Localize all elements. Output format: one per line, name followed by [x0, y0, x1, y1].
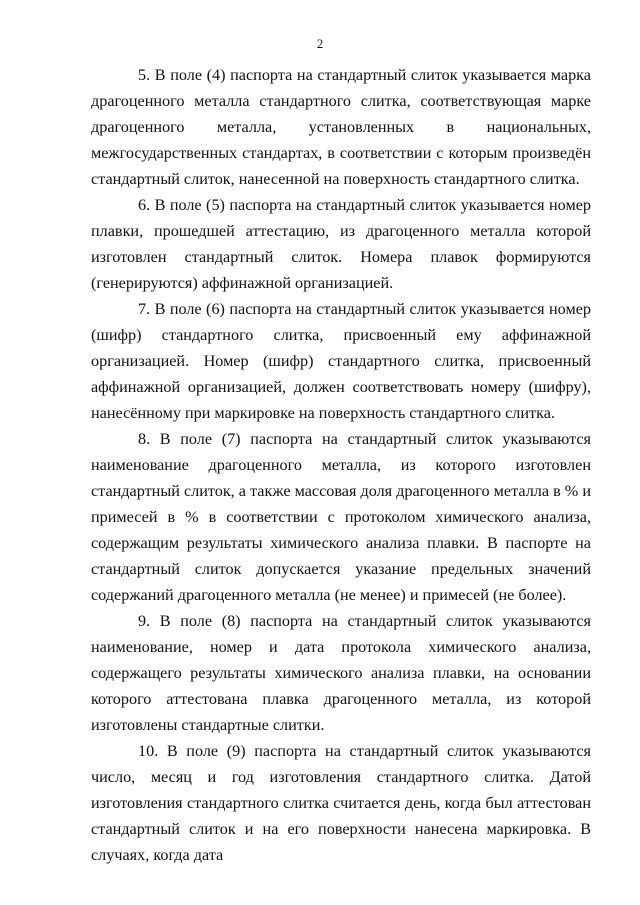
- paragraph-9: 9. В поле (8) паспорта на стандартный слиток указываются наименование, номер и дата протокола химического анализа, содержащего результаты химического анализа плавки, на основании которого аттестована плавка драгоценного металла, из которой изготовлены стандартные слитки.: [91, 612, 591, 734]
- paragraph-5: 5. В поле (4) паспорта на стандартный слиток указывается марка драгоценного металла стандартного слитка, соответствующая марке драгоценного металла, установленных в национальных, межгосударственных стандартах, в соответствии с которым произведён стандартный слиток, нанесенной на поверхность стандартного слитка.: [91, 66, 591, 188]
- document-body: [91, 62, 591, 868]
- paragraph-6: 6. В поле (5) паспорта на стандартный слиток указывается номер плавки, прошедшей аттестацию, из драгоценного металла которой изготовлен стандартный слиток. Номера плавок формируются (генерируются) аффинажной организацией.: [91, 196, 591, 292]
- paragraph-10: 10. В поле (9) паспорта на стандартный слиток указываются число, месяц и год изготовления стандартного слитка. Датой изготовления стандартного слитка считается день, когда был аттестован стандартный слиток и на его поверхности нанесена маркировка. В случаях, когда дата: [91, 742, 591, 864]
- page-number: 2: [316, 36, 324, 51]
- paragraph-8: 8. В поле (7) паспорта на стандартный слиток указываются наименование драгоценного металла, из которого изготовлен стандартный слиток, а также массовая доля драгоценного металла в % и примесей в % в соответствии с протоколом химического анализа, содержащим результаты химического анализа плавки. В паспорте на стандартный слиток допускается указание предельных значений содержаний драгоценного металла (не менее) и примесей (не более).: [91, 430, 591, 604]
- paragraph-7: 7. В поле (6) паспорта на стандартный слиток указывается номер (шифр) стандартного слитка, присвоенный ему аффинажной организацией. Номер (шифр) стандартного слитка, присвоенный аффинажной организацией, должен соответствовать номеру (шифру), нанесённому при маркировке на поверхность стандартного слитка.: [91, 300, 591, 422]
